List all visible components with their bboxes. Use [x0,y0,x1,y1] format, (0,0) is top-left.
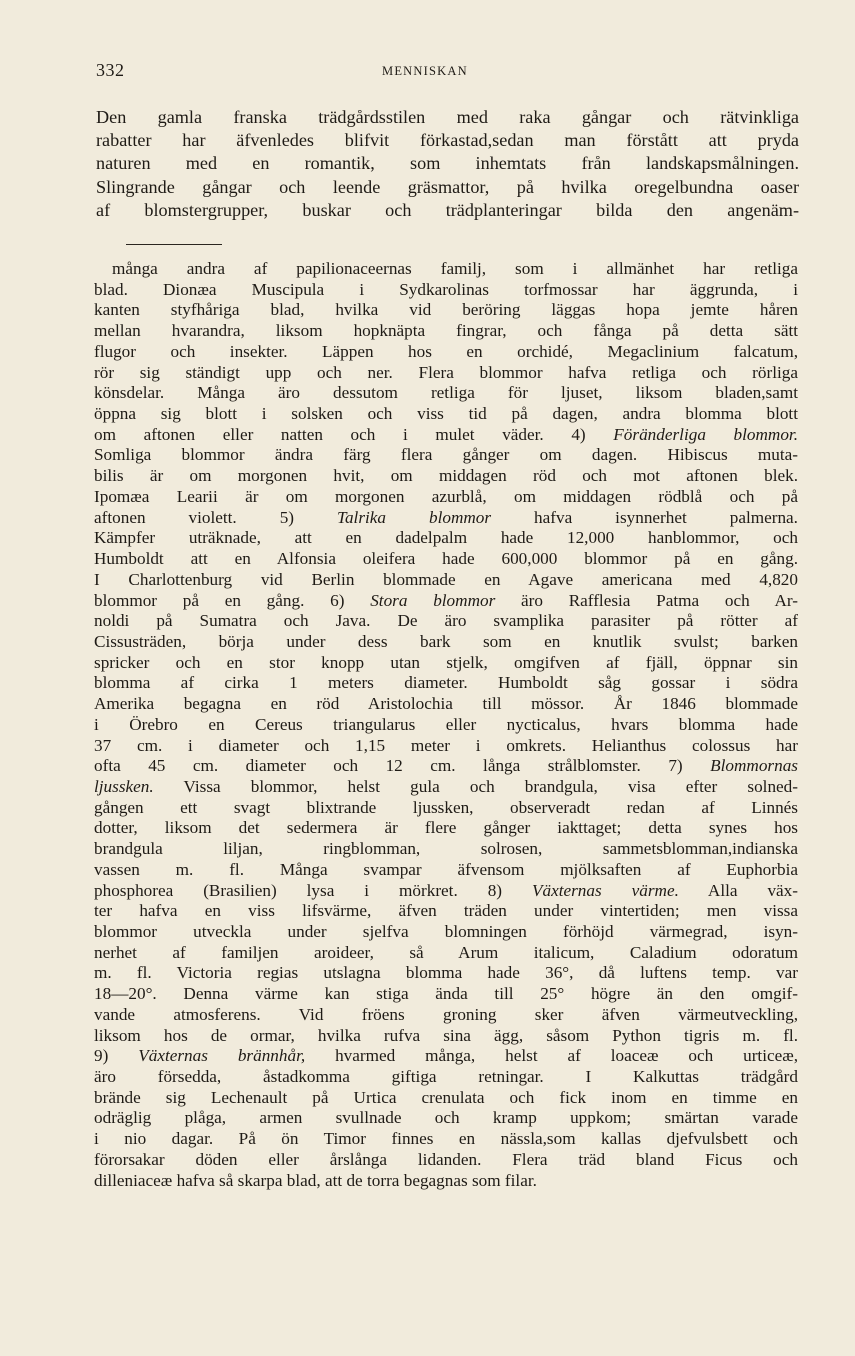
footnote-line [94,777,798,798]
footnote-line: gången ett svagt blixtrande ljussken, observeradt redan af Linnés [94,797,798,817]
footnote-line: vassen m. fl. Många svampar äfvensom mjölksaften af Euphorbia [94,859,798,879]
footnote-line [94,756,798,777]
footnote-line-text: ofta 45 cm. diameter och 12 cm. långa strålblomster. 7) [94,756,711,776]
page-number: 332 [96,60,125,80]
footnote-line-text: hvarmed många, helst af loaceæ och urticeæ, [305,1046,798,1066]
footnote-line-text: äro Rafflesia Patma och Ar- [495,590,798,610]
footnote-line-text: hafva isynnerhet palmerna. [491,507,798,527]
footnote-line-italic: Växternas värme. [531,880,679,900]
footnote-line-italic: Stora blommor [370,590,496,610]
footnote-divider [126,244,222,245]
footnote-line-text: blommor på en gång. 6) [94,590,371,610]
footnote-line: liksom hos de ormar, hvilka rufva sina ägg, såsom Python tigris m. fl. [94,1025,798,1045]
footnote-line: dilleniaceæ hafva så skarpa blad, att de torra begagnas som filar. [94,1170,537,1190]
footnote-line: blommor utveckla under sjelfva blomningen förhöjd värmegrad, isyn- [94,922,798,941]
footnote-line-text: aftonen violett. 5) [94,507,337,527]
footnote-line: många andra af papilionaceernas familj, som i allmänhet har retliga [112,259,798,278]
main-text-line: Slingrande gångar och leende gräsmattor, på hvilka oregelbundna oaser [96,176,799,197]
footnote-line: mellan hvarandra, liksom hopknäpta fingrar, och fånga på detta sätt [94,321,798,341]
footnote-line: spricker och en stor knopp utan stjelk, omgifven af fjäll, öppnar sin [94,652,798,672]
footnote-line: förorsakar döden eller årslånga lidanden. Flera träd bland Ficus och [94,1149,798,1169]
footnote-line-text: Alla väx- [678,880,798,900]
footnote-line: öppna sig blott i solsken och viss tid på dagen, andra blomma blott [94,404,798,424]
footnote-line: ter hafva en viss lifsvärme, äfven träden under vintertiden; men vissa [94,901,798,921]
footnote-line-italic: ljussken. [94,776,154,796]
main-text [96,106,799,222]
footnote-line [94,881,798,902]
footnote-line: blomma af cirka 1 meters diameter. Humboldt såg gossar i södra [94,673,798,693]
footnote-line: kanten styfhåriga blad, hvilka vid beröring läggas hopa jemte håren [94,300,798,320]
footnote-line-text: Vissa blommor, helst gula och brandgula, visa efter solned- [153,776,798,796]
footnote-line [94,425,798,446]
footnote-line: noldi på Sumatra och Java. De äro svamplika parasiter på rötter af [94,611,798,631]
footnote-line: i Örebro en Cereus triangularus eller nycticalus, hvars blomma hade [94,714,798,734]
footnote-line-italic: Växternas brännhår, [138,1046,306,1066]
footnote-line: brandgula liljan, ringblomman, solrosen, sammetsblomman,indianska [94,839,798,859]
footnote-line: odräglig plåga, armen svullnade och kramp uppkom; smärtan varade [94,1108,798,1128]
footnote-line: Amerika begagna en röd Aristolochia till mössor. År 1846 blommade [94,694,798,714]
footnote-line-text: phosphorea (Brasilien) lysa i mörkret. 8) [94,880,532,900]
footnote-line [94,591,798,612]
footnote-line-text: om aftonen eller natten och i mulet väder. 4) [94,424,614,444]
footnote-line [94,508,798,529]
footnote-line: i nio dagar. På ön Timor finnes en nässla,som kallas djefvulsbett och [94,1129,798,1149]
footnote-line: äro försedda, åstadkomma giftiga retningar. I Kalkuttas trädgård [94,1067,798,1087]
main-text-line: Den gamla franska trädgårdsstilen med raka gångar och rätvinkliga [96,107,799,127]
footnote-line: dotter, liksom det sedermera är flere gånger iakttaget; detta synes hos [94,818,798,838]
footnote-line: bilis är om morgonen hvit, om middagen röd och mot aftonen blek. [94,466,798,486]
footnote-text [94,259,798,1191]
main-text-line: naturen med en romantik, som inhemtats från landskapsmålningen. [96,153,799,174]
footnote-line: Kämpfer uträknade, att en dadelpalm hade 12,000 hanblommor, och [94,528,798,548]
footnote-line: blad. Dionæa Muscipula i Sydkarolinas torfmossar har äggrunda, i [94,279,798,299]
footnote-line: Humboldt att en Alfonsia oleifera hade 600,000 blommor på en gång. [94,549,798,569]
footnote-line: 18—20°. Denna värme kan stiga ända till 25° högre än den omgif- [94,984,798,1004]
footnote-line: flugor och insekter. Läppen hos en orchidé, Megaclinium falcatum, [94,341,798,361]
footnote-line-italic: Talrika blommor [336,507,492,527]
running-head: MENNISKAN [382,64,468,78]
footnote-line-italic: Blommornas [710,756,798,776]
footnote-line: könsdelar. Många äro dessutom retliga för ljuset, liksom bladen,samt [94,383,798,403]
footnote-line [94,1046,798,1067]
footnote-line: Somliga blommor ändra färg flera gånger om dagen. Hibiscus muta- [94,445,798,465]
footnote-line: Ipomæa Learii är om morgonen azurblå, om middagen rödblå och på [94,486,798,506]
footnote-line: vande atmosferens. Vid fröens groning sker äfven värmeutveckling, [94,1004,798,1024]
footnote-line: brände sig Lechenault på Urtica crenulata och fick inom en timme en [94,1087,798,1107]
footnote-line: m. fl. Victoria regias utslagna blomma hade 36°, då luftens temp. var [94,963,798,983]
footnote-line: 37 cm. i diameter och 1,15 meter i omkrets. Helianthus colossus har [94,735,798,755]
footnote-line: I Charlottenburg vid Berlin blommade en Agave americana med 4,820 [94,569,798,589]
footnote-line: nerhet af familjen aroideer, så Arum italicum, Caladium odoratum [94,942,798,962]
main-text-line: rabatter har äfvenledes blifvit förkastad,sedan man förstått att pryda [96,130,799,151]
footnote-line: Cissusträden, börja under dess bark som en knutlik svulst; barken [94,631,798,651]
footnote-line-text: 9) [94,1046,139,1066]
main-text-line: af blomstergrupper, buskar och trädplanteringar bilda den angenäm- [96,199,799,220]
footnote-line-italic: Föränderliga blommor. [613,424,799,444]
footnote-line: rör sig ständigt upp och ner. Flera blommor hafva retliga och rörliga [94,362,798,382]
